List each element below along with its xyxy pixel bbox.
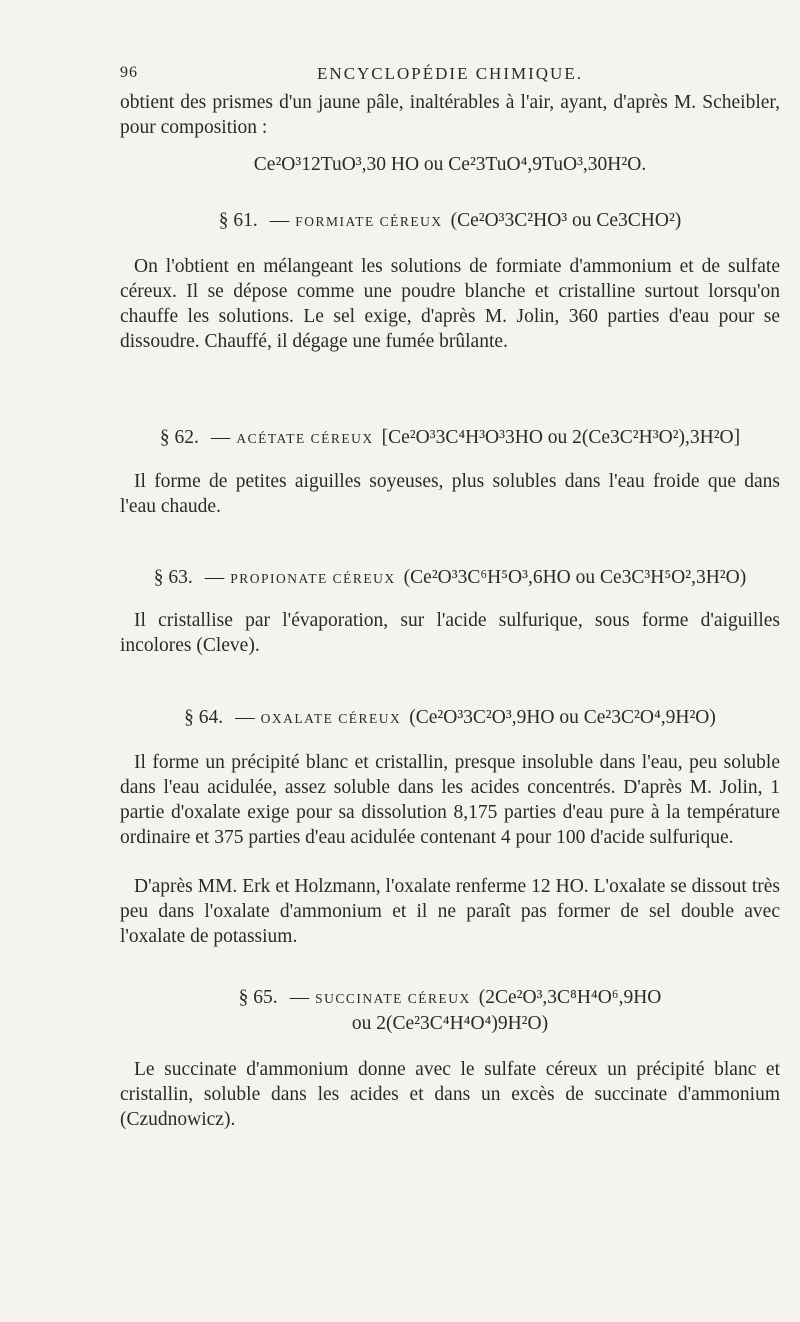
section-formula: (Ce²O³3C⁶H⁵O³,6HO ou Ce3C³H⁵O²,3H²O) <box>403 567 747 588</box>
intro-formula: Ce²O³12TuO³,30 HO ou Ce²3TuO⁴,9TuO³,30H²O. <box>253 154 647 175</box>
section-63-paragraph: Il cristallise par l'évaporation, sur l'acide sulfurique, sous forme d'aiguilles incolores (Cleve). <box>120 610 780 656</box>
section-number: § 61. <box>218 210 258 231</box>
section-63-heading: § 63. — PROPIONATE CÉREUX (Ce²O³3C⁶H⁵O³,6HO ou Ce3C³H⁵O²,3H²O) <box>153 567 747 588</box>
section-65-paragraph: Le succinate d'ammonium donne avec le sulfate céreux un précipité blanc et cristallin, soluble dans les acides et dans un excès de succinate d'ammonium (Czudnowicz). <box>120 1059 780 1130</box>
section-title: FORMIATE CÉREUX <box>295 214 443 229</box>
section-formula: [Ce²O³3C⁴H³O³3HO ou 2(Ce3C²H³O²),3H²O] <box>381 427 741 448</box>
section-title: PROPIONATE CÉREUX <box>230 571 396 586</box>
section-65-formula-line-2: ou 2(Ce²3C⁴H⁴O⁴)9H²O) <box>351 1013 549 1034</box>
section-formula: (Ce²O³3C²HO³ ou Ce3CHO²) <box>450 210 682 231</box>
section-title: SUCCINATE CÉREUX <box>315 991 471 1006</box>
running-title: ENCYCLOPÉDIE CHIMIQUE. <box>317 64 583 83</box>
section-formula: (Ce²O³3C²O³,9HO ou Ce²3C²O⁴,9H²O) <box>409 707 716 728</box>
intro-paragraph: obtient des prismes d'un jaune pâle, inaltérables à l'air, ayant, d'après M. Scheibler, pour composition : <box>120 92 780 138</box>
section-number: § 63. <box>153 567 193 588</box>
section-61-heading: § 61. — FORMIATE CÉREUX (Ce²O³3C²HO³ ou Ce3CHO²) <box>218 210 682 231</box>
section-65-heading: § 65. — SUCCINATE CÉREUX (2Ce²O³,3C⁸H⁴O⁶,9HO <box>238 987 662 1008</box>
section-61-paragraph: On l'obtient en mélangeant les solutions de formiate d'ammonium et de sulfate céreux. Il se dépose comme une poudre blanche et cristalline surtout lorsqu'on chauffe les solutions. Le sel exige, d'après M. Jolin, 360 parties d'eau pour se dissoudre. Chauffé, il dégage une fumée brûlante. <box>120 256 780 352</box>
section-number: § 65. <box>238 987 278 1008</box>
page-number: 96 <box>120 64 138 81</box>
section-title: ACÉTATE CÉREUX <box>236 431 374 446</box>
section-64-paragraph-1: Il forme un précipité blanc et cristallin, presque insoluble dans l'eau, peu soluble dans l'eau acidulée, assez soluble dans les acides concentrés. D'après M. Jolin, 1 partie d'oxalate exige pour sa dissolution 8,175 parties d'eau pure à la température ordinaire et 375 parties d'eau acidulée contenant 4 pour 100 d'acide sulfurique. <box>120 752 780 848</box>
section-number: § 64. <box>184 707 224 728</box>
section-64-heading: § 64. — OXALATE CÉREUX (Ce²O³3C²O³,9HO ou Ce²3C²O⁴,9H²O) <box>184 707 716 728</box>
page-header <box>120 64 780 86</box>
section-formula: (2Ce²O³,3C⁸H⁴O⁶,9HO <box>478 987 662 1008</box>
section-62-heading: § 62. — ACÉTATE CÉREUX [Ce²O³3C⁴H³O³3HO ou 2(Ce3C²H³O²),3H²O] <box>159 427 741 448</box>
section-62-paragraph: Il forme de petites aiguilles soyeuses, plus solubles dans l'eau froide que dans l'eau chaude. <box>120 471 780 517</box>
section-64-paragraph-2: D'après MM. Erk et Holzmann, l'oxalate renferme 12 HO. L'oxalate se dissout très peu dans l'oxalate d'ammonium et il ne paraît pas former de sel double avec l'oxalate de potassium. <box>120 876 780 947</box>
section-number: § 62. <box>159 427 199 448</box>
section-title: OXALATE CÉREUX <box>260 711 402 726</box>
